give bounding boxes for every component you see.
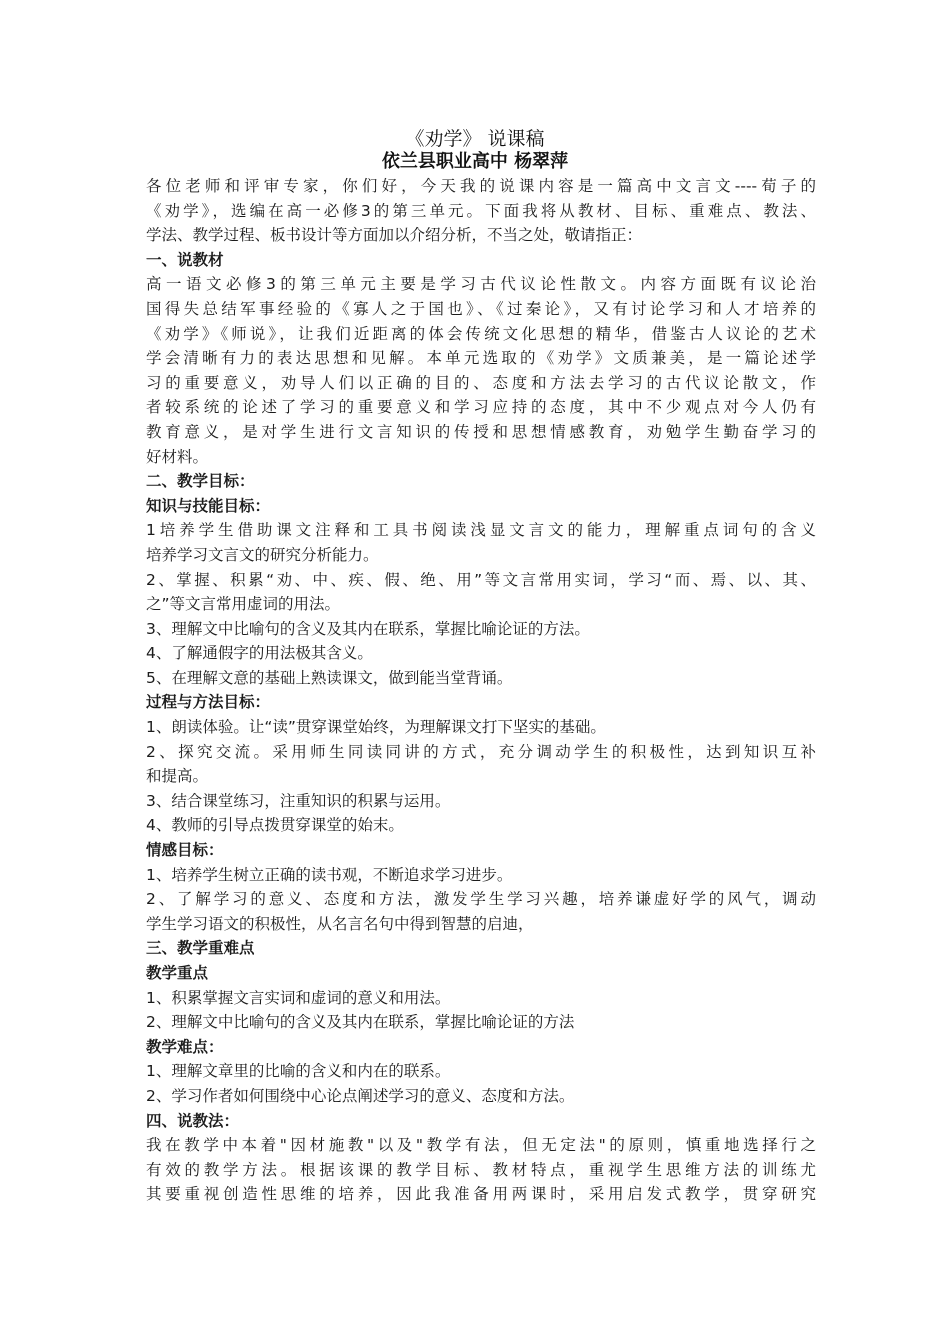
body-line: 4、教师的引导点拨贯穿课堂的始末。 — [146, 816, 404, 835]
body-line: 教育意义，是对学生进行文言知识的传授和思想情感教育，劝勉学生勤奋学习的 — [146, 422, 816, 441]
body-line: 4、了解通假字的用法极其含义。 — [146, 644, 373, 663]
body-line: 者较系统的论述了学习的重要意义和学习应持的态度，其中不少观点对今人仍有 — [146, 398, 816, 417]
document-title: 《劝学》 说课稿 — [405, 128, 545, 150]
body-line: 《劝学》《师说》，让我们近距离的体会传统文化思想的精华，借鉴古人议论的艺术 — [146, 324, 816, 343]
body-line: 1、理解文章里的比喻的含义和内在的联系。 — [146, 1062, 451, 1081]
section-heading: 教学难点： — [146, 1037, 224, 1056]
section-heading: 一、说教材 — [146, 250, 224, 269]
body-line: 各位老师和评审专家，你们好，今天我的说课内容是一篇高中文言文----荀子的 — [146, 177, 816, 195]
body-line: 之”等文言常用虚词的用法。 — [146, 595, 341, 614]
body-line: 学生学习语文的积极性，从名言名句中得到智慧的启迪， — [146, 914, 534, 933]
body-line: 和提高。 — [146, 767, 209, 786]
section-heading: 二、教学目标： — [146, 472, 255, 491]
body-line: 2、理解文中比喻句的含义及其内在联系，掌握比喻论证的方法 — [146, 1013, 575, 1032]
body-line: 5、在理解文意的基础上熟读课文，做到能当堂背诵。 — [146, 668, 513, 687]
body-line: 好材料。 — [146, 447, 209, 466]
body-line: 习的重要意义，劝导人们以正确的目的、态度和方法去学习的古代议论散文，作 — [146, 373, 816, 392]
body-line: 3、理解文中比喻句的含义及其内在联系，掌握比喻论证的方法。 — [146, 619, 590, 638]
body-line: 2、学习作者如何围绕中心论点阐述学习的意义、态度和方法。 — [146, 1086, 575, 1105]
document-subtitle: 依兰县职业高中 杨翠萍 — [381, 151, 569, 172]
section-heading: 知识与技能目标： — [146, 496, 271, 515]
body-line: 1培养学生借助课文注释和工具书阅读浅显文言文的能力，理解重点词句的含义 — [146, 521, 816, 540]
body-line: 学会清晰有力的表达思想和见解。本单元选取的《劝学》文质兼美，是一篇论述学 — [146, 349, 816, 368]
body-line: 国得失总结军事经验的《寡人之于国也》、《过秦论》，又有讨论学习和人才培养的 — [146, 299, 816, 318]
body-line: 1、培养学生树立正确的读书观，不断追求学习进步。 — [146, 865, 513, 884]
body-line: 《劝学》，选编在高一必修3的第三单元。下面我将从教材、目标、重难点、教法、 — [146, 201, 816, 220]
section-heading: 教学重点 — [146, 964, 209, 982]
body-line: 2、掌握、积累“劝、中、疾、假、绝、用”等文言常用实词，学习“而、焉、以、其、 — [146, 570, 816, 589]
section-heading: 过程与方法目标： — [146, 693, 271, 712]
section-heading: 三、教学重难点 — [146, 939, 255, 958]
body-line: 1、积累掌握文言实词和虚词的意义和用法。 — [146, 988, 451, 1007]
section-heading: 情感目标： — [146, 841, 224, 860]
body-line: 有效的教学方法。根据该课的教学目标、教材特点，重视学生思维方法的训练尤 — [146, 1160, 816, 1179]
body-line: 其要重视创造性思维的培养，因此我准备用两课时，采用启发式教学，贯穿研究 — [146, 1185, 816, 1204]
body-line: 3、结合课堂练习，注重知识的积累与运用。 — [146, 791, 451, 810]
body-line: 我在教学中本着"因材施教"以及"教学有法，但无定法"的原则，慎重地选择行之 — [146, 1136, 816, 1155]
section-heading: 四、说教法： — [146, 1111, 240, 1130]
body-line: 学法、教学过程、板书设计等方面加以介绍分析，不当之处，敬请指正： — [146, 226, 643, 245]
body-line: 2、了解学习的意义、态度和方法，激发学生学习兴趣，培养谦虚好学的风气，调动 — [146, 890, 816, 909]
body-line: 高一语文必修3的第三单元主要是学习古代议论性散文。内容方面既有议论治 — [146, 275, 816, 294]
body-line: 1、朗读体验。让“读”贯穿课堂始终，为理解课文打下坚实的基础。 — [146, 718, 606, 737]
body-line: 2、探究交流。采用师生同读同讲的方式，充分调动学生的积极性，达到知识互补 — [146, 742, 816, 761]
body-line: 培养学习文言文的研究分析能力。 — [146, 545, 379, 564]
document-body — [146, 174, 816, 1207]
